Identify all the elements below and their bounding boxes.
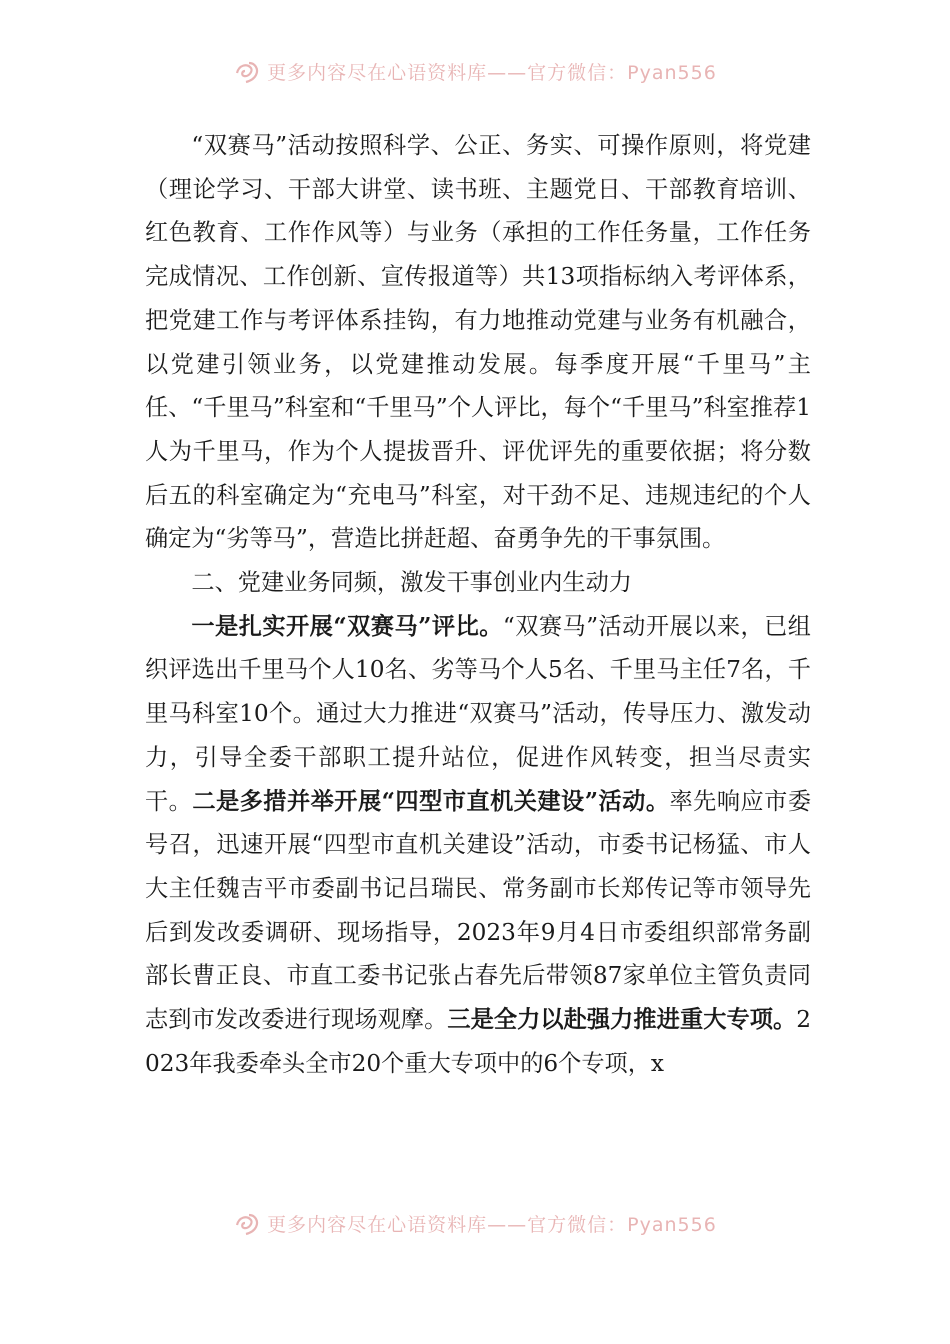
text-run-3: 2023年我委牵头全市20个重大专项中的6个专项，x: [145, 1006, 811, 1077]
watermark-header: [0, 58, 950, 85]
watermark-footer: [0, 1210, 950, 1237]
section-heading-2: 二、党建业务同频，激发干事创业内生动力: [191, 569, 632, 597]
bold-lead-2: 二是多措并举开展“四型市直机关建设”活动。: [192, 787, 670, 815]
watermark-text: 更多内容尽在心语资料库——官方微信：Pyan556: [267, 1214, 717, 1236]
paragraph-measures: [145, 605, 811, 1086]
document-body: [145, 124, 811, 1085]
bold-lead-3: 三是全力以赴强力推进重大专项。: [447, 1006, 797, 1034]
bold-lead-1: 一是扎实开展“双赛马”评比。: [191, 612, 503, 640]
paragraph-double-horse-race: “双赛马”活动按照科学、公正、务实、可操作原则，将党建（理论学习、干部大讲堂、读书班、主题党日、干部教育培训、红色教育、工作作风等）与业务（承担的工作任务量，工作任务完成情况、工作创新、宣传报道等）共13项指标纳入考评体系，把党建工作与考评体系挂钩，有力地推动党建与业务有机融合，以党建引领业务，以党建推动发展。每季度开展“千里马”主任、“千里马”科室和“千里马”个人评比，每个“千里马”科室推荐1人为千里马，作为个人提拔晋升、评优评先的重要依据；将分数后五的科室确定为“充电马”科室，对干劲不足、违规违纪的个人确定为“劣等马”，营造比拼赶超、奋勇争先的干事氛围。: [145, 132, 811, 553]
watermark-text: 更多内容尽在心语资料库——官方微信：Pyan556: [267, 62, 717, 84]
text-run-2: 率先响应市委号召，迅速开展“四型市直机关建设”活动，市委书记杨猛、市人大主任魏吉平市委副书记吕瑞民、常务副市长郑传记等市领导先后到发改委调研、现场指导，2023年9月4日市委组织部常务副部长曹正良、市直工委书记张占春先后带领87家单位主管负责同志到市发改委进行现场观摩。: [145, 787, 812, 1034]
watermark-logo-icon: [233, 59, 261, 85]
text-run-1: “双赛马”活动开展以来，已组织评选出千里马个人10名、劣等马个人5名、千里马主任7名，千里马科室10个。通过大力推进“双赛马”活动，传导压力、激发动力，引导全委干部职工提升站位，促进作风转变，担当尽责实干。: [145, 612, 811, 815]
watermark-logo-icon: [233, 1211, 261, 1237]
